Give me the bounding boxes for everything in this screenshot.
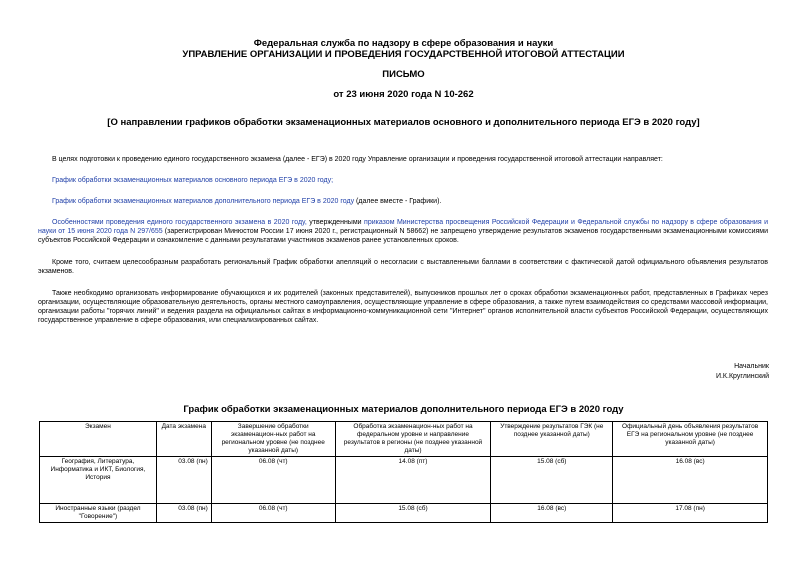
intro-paragraph: В целях подготовки к проведению единого государственного экзамена (далее - ЕГЭ) в 2020 году Управление организации и проведения государственной итоговой аттестации направляет: (52, 156, 663, 163)
signature-position: Начальник (734, 363, 769, 370)
column-header-regional-processing: Завершение обработки экзаменацион-ных работ на региональном уровне (не позднее указанной даты) (211, 422, 335, 457)
cell-federal-processing: 14.08 (пт) (335, 457, 491, 504)
table-row (40, 457, 768, 504)
cell-exam-date: 03.08 (пн) (156, 457, 211, 504)
main-period-schedule-paragraph (38, 176, 768, 185)
cell-exam: Иностранные языки (раздел "Говорение") (40, 504, 157, 523)
cell-exam: География, Литература, Информатика и ИКТ, Биология, История (40, 457, 157, 504)
agency-name: Федеральная служба по надзору в сфере образования и науки (253, 38, 554, 49)
document-subject: [О направлении графиков обработки экзаменационных материалов основного и дополнительного периода ЕГЭ в 2020 году] (107, 117, 700, 128)
features-paragraph-rest: (зарегистрирован Минюстом России 17 июня 2020 г., регистрационный N 58662) не запрещено утверждение результатов экзаменов государственными экзаменационными комиссиями субъектов Российской Федерации и ознакомление с данными результатами участников экзаменов ранее установленных сроков. (38, 228, 768, 244)
features-paragraph (38, 218, 768, 245)
cell-gek-approval: 16.08 (вс) (491, 504, 613, 523)
cell-regional-processing: 06.08 (чт) (211, 504, 335, 523)
exam-features-link[interactable]: Особенностями проведения единого государственного экзамена в 2020 году, (52, 219, 307, 226)
department-name: УПРАВЛЕНИЕ ОРГАНИЗАЦИИ И ПРОВЕДЕНИЯ ГОСУДАРСТВЕННОЙ ИТОГОВОЙ АТТЕСТАЦИИ (182, 49, 625, 60)
column-header-exam: Экзамен (40, 422, 157, 457)
column-header-gek-approval: Утверждение результатов ГЭК (не позднее указанной даты) (491, 422, 613, 457)
schedule-table (39, 421, 768, 523)
appeals-paragraph: Кроме того, считаем целесообразным разработать региональный График обработки апелляций о несогласии с выставленными баллами в соответствии с фактической датой официального объявления результатов экзаменов. (38, 259, 768, 275)
schedule-title: График обработки экзаменационных материалов дополнительного периода ЕГЭ в 2020 году (183, 404, 624, 415)
table-row (40, 504, 768, 523)
ministry-order-link[interactable]: приказом Министерства просвещения Российской Федерации и Федеральной службы по надзору в сфере образования и науки от 15 июня 2020 года N 297/655 (38, 219, 769, 235)
signature-name: И.К.Круглинский (715, 373, 769, 380)
informing-paragraph: Также необходимо организовать информирование обучающихся и их родителей (законных представителей), выпускников прошлых лет о сроках обработки экзаменационных работ, представленных в Графиках через организации, осуществляющие образовательную деятельность, органы местного самоуправления, осуществляющие управление в сфере образования, а также путем взаимодействия со средствами массовой информации, организации работы "горячих линий" и ведения раздела на официальных сайтах в информационно-коммуникационной сети "Интернет" органов исполнительной власти субъектов Российской Федерации, осуществляющих государственное управление в сфере образования, или специализированных сайтах. (38, 290, 768, 324)
table-header-row (40, 422, 768, 457)
additional-period-schedule-suffix: (далее вместе - Графики). (354, 198, 442, 205)
column-header-exam-date: Дата экзамена (156, 422, 211, 457)
cell-official-announcement: 17.08 (пн) (613, 504, 768, 523)
features-paragraph-connector: утвержденными (306, 219, 365, 226)
additional-period-schedule-paragraph (38, 197, 768, 206)
cell-federal-processing: 15.08 (сб) (335, 504, 491, 523)
cell-exam-date: 03.08 (пн) (156, 504, 211, 523)
main-period-schedule-link[interactable]: График обработки экзаменационных материалов основного периода ЕГЭ в 2020 году; (52, 177, 334, 184)
cell-official-announcement: 16.08 (вс) (613, 457, 768, 504)
document-type: ПИСЬМО (382, 69, 425, 80)
cell-regional-processing: 06.08 (чт) (211, 457, 335, 504)
column-header-official-announcement: Официальный день объявления результатов ЕГЭ на региональном уровне (не позднее указанной даты) (613, 422, 768, 457)
document-date-number: от 23 июня 2020 года N 10-262 (333, 89, 474, 100)
cell-gek-approval: 15.08 (сб) (491, 457, 613, 504)
additional-period-schedule-link[interactable]: График обработки экзаменационных материалов дополнительного периода ЕГЭ в 2020 году (52, 198, 355, 205)
column-header-federal-processing: Обработка экзаменацион-ных работ на федеральном уровне и направление результатов в регионы (не позднее указанной даты) (335, 422, 491, 457)
